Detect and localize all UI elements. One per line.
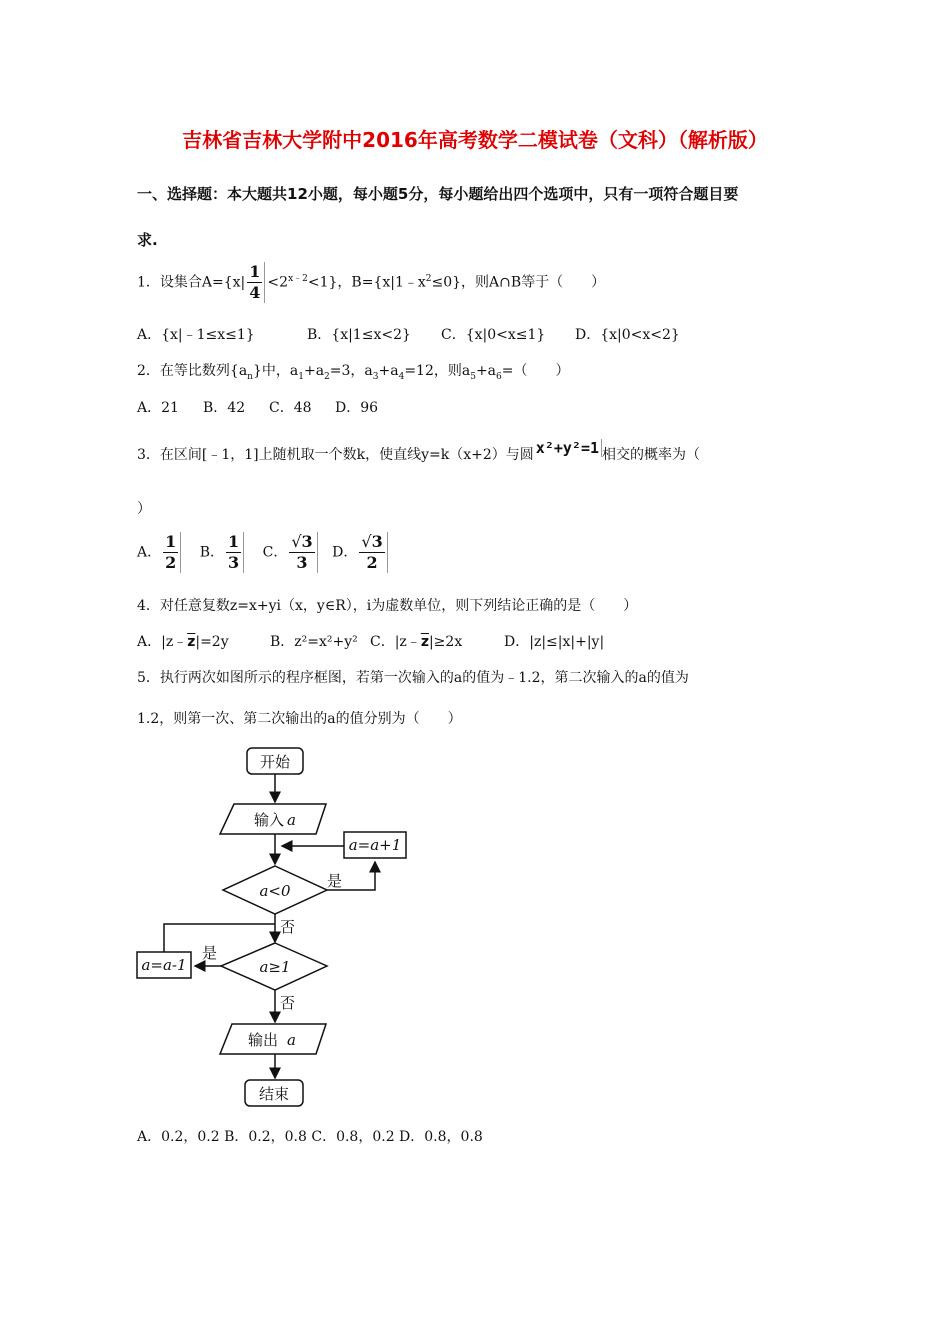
- question-1-options: [137, 324, 680, 344]
- program-flowchart: [130, 738, 420, 1118]
- q1-option-a[interactable]: A．{x|﹣1≤x≤1}: [137, 327, 255, 343]
- q4-option-a[interactable]: A．$|z﹣\overline{z}|=2y$: [137, 634, 229, 650]
- question-3-options: [137, 532, 390, 573]
- fraction-one-quarter: $\frac{1}{4}$: [247, 262, 265, 303]
- flow-input-label: 输入: [254, 811, 285, 829]
- q1-option-b[interactable]: B．{x|1≤x<2}: [307, 327, 411, 343]
- q4-option-d[interactable]: D．|z|≤|x|+|y|: [504, 634, 605, 650]
- section-heading-line2: 求.: [137, 231, 158, 249]
- q3-option-c[interactable]: C． √ $\frac{3}{3}$: [263, 532, 320, 573]
- q1-option-c[interactable]: C．{x|0<x≤1}: [441, 327, 546, 343]
- question-4: 4．对任意复数z=x+yi（x，y∈R），i为虚数单位，则下列结论正确的是（ ）: [137, 598, 638, 614]
- flow-yes-label-2: 是: [202, 944, 218, 962]
- question-4-options: [137, 631, 604, 651]
- flow-no-label-2: 否: [280, 994, 296, 1012]
- question-3-close: ）: [137, 501, 151, 517]
- flow-input-var: a: [287, 811, 296, 829]
- q4-option-b[interactable]: B．z²=x²+y²: [270, 634, 358, 650]
- flow-output-var: a: [287, 1031, 296, 1049]
- question-5-line1: 5．执行两次如图所示的程序框图，若第一次输入的a的值为﹣1.2，第二次输入的a的值为: [137, 670, 689, 686]
- page-title: 吉林省吉林大学附中2016年高考数学二模试卷（文科）（解析版）: [182, 128, 768, 152]
- flow-decrement-label: a=a-1: [141, 956, 187, 974]
- question-5-line2: 1.2，则第一次、第二次输出的a的值分别为（ ）: [137, 711, 462, 727]
- flow-end-label: 结束: [258, 1085, 290, 1103]
- question-3: 3．在区间[﹣1，1]上随机取一个数k，使直线y=k（x+2）与圆 x²+y²=1 相交的概率为（: [137, 439, 701, 463]
- q3-option-a[interactable]: A． $\frac{1}{2}$: [137, 532, 183, 573]
- flow-cond1-label: a<0: [259, 882, 291, 900]
- question-5-options: A．0.2，0.2 B．0.2，0.8 C．0.8，0.2 D．0.8，0.8: [137, 1129, 483, 1145]
- circle-equation: x²+y²=1: [534, 439, 602, 457]
- flow-output-label: 输出: [248, 1031, 279, 1049]
- flow-cond2-label: a≥1: [259, 958, 291, 976]
- section-heading-line1: 一、选择题：本大题共12小题，每小题5分，每小题给出四个选项中，只有一项符合题目要: [137, 185, 739, 203]
- question-2-options: [137, 397, 378, 417]
- flow-yes-label-1: 是: [327, 872, 343, 890]
- q4-option-c[interactable]: C．$|z﹣\overline{z}|\ge 2x$: [370, 634, 463, 650]
- flow-no-label-1: 否: [280, 918, 296, 936]
- q2-option-b[interactable]: B．42: [203, 400, 246, 416]
- question-1: 1．设集合A={x| $\frac{1}{4}$ $<2^{x﹣2}<1$}，$B=\{x|1﹣x^2\le 0\}$，则A∩B等于（ ）: [137, 262, 606, 302]
- flow-start-label: 开始: [259, 753, 291, 771]
- q2-option-d[interactable]: D．96: [335, 400, 379, 416]
- question-2: 2．在等比数列$\{a_n\}$中，$a_1+a_2=3$，$a_3+a_4=12$，则$a_5+a_6=$（ ）: [137, 363, 570, 382]
- q1-option-d[interactable]: D．{x|0<x<2}: [575, 327, 680, 343]
- q3-option-b[interactable]: B． $\frac{1}{3}$: [200, 532, 246, 573]
- q3-option-d[interactable]: D． √ $\frac{3}{2}$: [332, 532, 390, 573]
- q2-option-a[interactable]: A．21: [137, 400, 179, 416]
- flow-increment-label: a=a+1: [348, 836, 402, 854]
- q2-option-c[interactable]: C．48: [269, 400, 312, 416]
